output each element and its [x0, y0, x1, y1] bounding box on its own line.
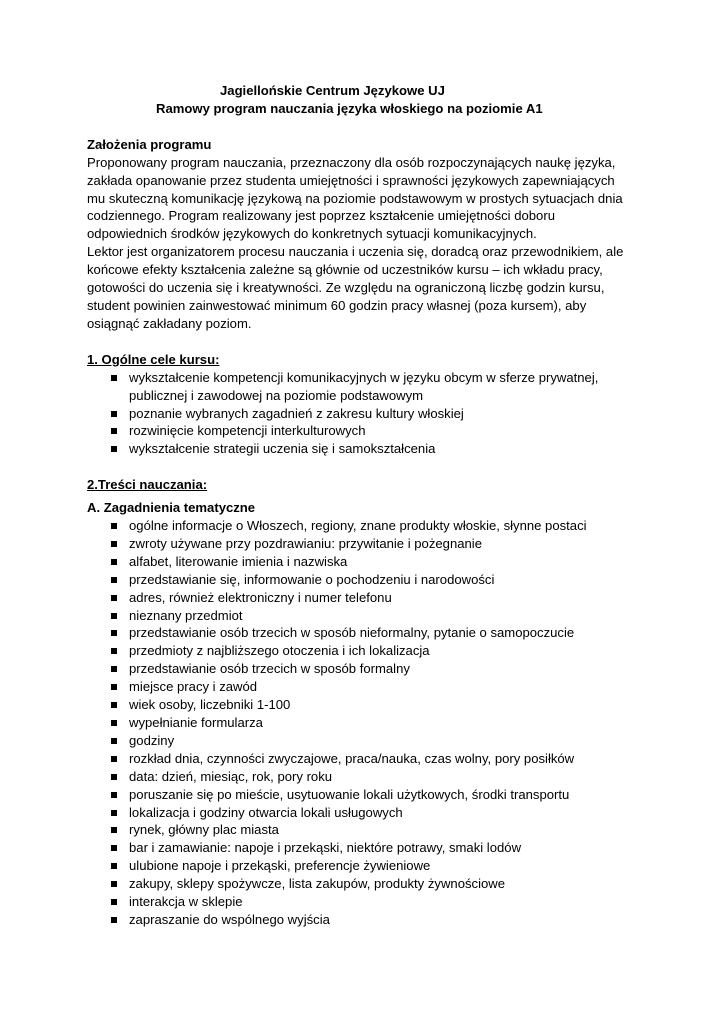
list-item: przedmioty z najbliższego otoczenia i ich lokalizacja [87, 642, 647, 660]
bullet-icon [111, 541, 117, 547]
bullet-icon [111, 756, 117, 762]
list-item: przedstawianie osób trzecich w sposób formalny [87, 660, 647, 678]
list-item: interakcja w sklepie [87, 893, 647, 911]
bullet-icon [111, 648, 117, 654]
list-item: rynek, główny plac miasta [87, 821, 647, 839]
bullet-icon [111, 666, 117, 672]
list-item: poznanie wybranych zagadnień z zakresu kultury włoskiej [87, 405, 647, 423]
bullet-icon [111, 738, 117, 744]
list-item: poruszanie się po mieście, usytuowanie lokali użytkowych, środki transportu [87, 786, 647, 804]
program-title: Ramowy program nauczania języka włoskiego na poziomie A1 [156, 100, 543, 116]
bullet-icon [111, 917, 117, 923]
assumptions-paragraph-1: Proponowany program nauczania, przeznaczony dla osób rozpoczynających naukę języka, zakłada opanowanie przez studenta umiejętności i sprawności językowych zapewniających mu skuteczną komunikację językową na poziomie podstawowym w prostych sytuacjach dnia codziennego. Program realizowany jest poprzez kształcenie umiejętności doboru odpowiednich środków językowych do konkretnych sytuacji komunikacyjnych. [87, 154, 623, 242]
list-item: zwroty używane przy pozdrawianiu: przywitanie i pożegnanie [87, 535, 647, 553]
list-item: wiek osoby, liczebniki 1-100 [87, 696, 647, 714]
bullet-icon [111, 899, 117, 905]
assumptions-heading: Założenia programu [87, 136, 212, 152]
bullet-icon [111, 613, 117, 619]
list-item: zapraszanie do wspólnego wyjścia [87, 911, 647, 929]
list-item: nieznany przedmiot [87, 607, 647, 625]
bullet-icon [111, 375, 117, 381]
bullet-icon [111, 428, 117, 434]
list-item: ulubione napoje i przekąski, preferencje żywieniowe [87, 857, 647, 875]
bullet-icon [111, 845, 117, 851]
assumptions-paragraph-2: Lektor jest organizatorem procesu nauczania i uczenia się, doradcą oraz przewodnikiem, ale końcowe efekty kształcenia zależne są głównie od uczestników kursu – ich wkładu pracy, gotowości do uczenia się i kreatywności. Ze względu na ograniczoną liczbę godzin kursu, student powinien zainwestować minimum 60 godzin pracy własnej (poza kursem), aby osiągnąć zakładany poziom. [87, 244, 624, 331]
list-item: miejsce pracy i zawód [87, 678, 647, 696]
bullet-icon [111, 863, 117, 869]
institution-title: Jagiellońskie Centrum Językowe UJ [220, 83, 445, 98]
bullet-icon [111, 446, 117, 452]
bullet-icon [111, 411, 117, 417]
bullet-icon [111, 881, 117, 887]
bullet-icon [111, 720, 117, 726]
bullet-icon [111, 810, 117, 816]
document-page [87, 82, 647, 929]
list-item: wykształcenie strategii uczenia się i samokształcenia [87, 440, 647, 458]
bullet-icon [111, 630, 117, 636]
bullet-icon [111, 523, 117, 529]
section2-subheading: A. Zagadnienia tematyczne [87, 500, 256, 516]
bullet-icon [111, 684, 117, 690]
bullet-icon [111, 827, 117, 833]
bullet-icon [111, 702, 117, 708]
list-item: lokalizacja i godziny otwarcia lokali usługowych [87, 804, 647, 822]
section1-heading: 1. Ogólne cele kursu: [87, 351, 220, 367]
bullet-icon [111, 559, 117, 565]
section2-heading: 2.Treści nauczania: [87, 477, 208, 493]
list-item: przedstawianie osób trzecich w sposób nieformalny, pytanie o samopoczucie [87, 624, 647, 642]
list-item: bar i zamawianie: napoje i przekąski, niektóre potrawy, smaki lodów [87, 839, 647, 857]
list-item: wykształcenie kompetencji komunikacyjnych w języku obcym w sferze prywatnej, publicznej i zawodowej na poziomie podstawowym [87, 369, 647, 405]
list-item: godziny [87, 732, 647, 750]
list-item: zakupy, sklepy spożywcze, lista zakupów, produkty żywnościowe [87, 875, 647, 893]
list-item: ogólne informacje o Włoszech, regiony, znane produkty włoskie, słynne postaci [87, 517, 647, 535]
list-item: rozkład dnia, czynności zwyczajowe, praca/nauka, czas wolny, pory posiłków [87, 750, 647, 768]
list-item: wypełnianie formularza [87, 714, 647, 732]
list-item: alfabet, literowanie imienia i nazwiska [87, 553, 647, 571]
bullet-icon [111, 792, 117, 798]
list-item: przedstawianie się, informowanie o pochodzeniu i narodowości [87, 571, 647, 589]
bullet-icon [111, 577, 117, 583]
list-item: adres, również elektroniczny i numer telefonu [87, 589, 647, 607]
list-item: rozwinięcie kompetencji interkulturowych [87, 422, 647, 440]
section1-list [87, 369, 647, 459]
bullet-icon [111, 595, 117, 601]
bullet-icon [111, 774, 117, 780]
topics-list [87, 517, 647, 929]
list-item: data: dzień, miesiąc, rok, pory roku [87, 768, 647, 786]
